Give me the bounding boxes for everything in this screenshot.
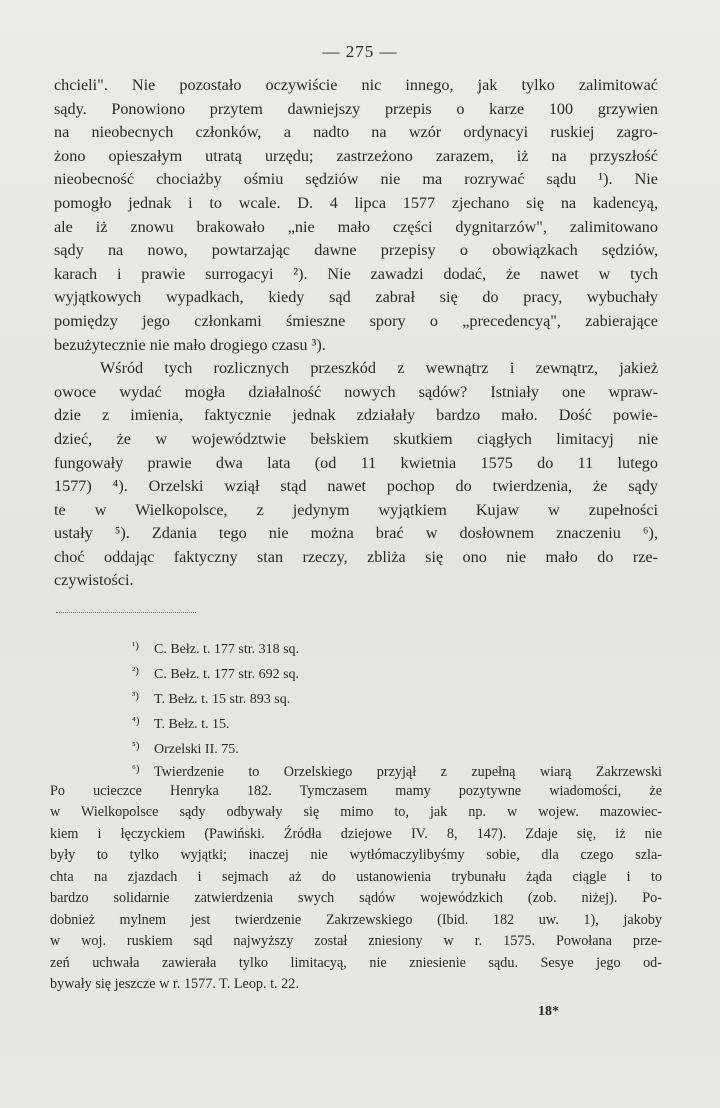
- footnote-mark: ⁴): [132, 715, 140, 727]
- body-line: te w Wielkopolsce, z jedynym wyjątkiem Kujaw w zupełności: [54, 500, 658, 519]
- footnote-text: T. Bełz. t. 15 str. 893 sq.: [154, 692, 291, 707]
- paragraph-start-line: Wśród tych rozlicznych przeszkód z wewnątrz i zewnątrz, jakież: [100, 359, 658, 378]
- body-line: pomiędzy jego członkami śmieszne spory o „precedencyą", zabierające: [54, 311, 658, 330]
- footnote-text: Twierdzenie to Orzelskiego przyjął z zupełną wiarą Zakrzewski: [154, 764, 662, 780]
- body-line: dzieć, że w województwie bełskiem skutkiem ciągłych limitacyj nie: [54, 429, 658, 448]
- footnote-item: [50, 634, 662, 659]
- footnote-6-line: bywały się jeszcze w r. 1577. T. Leop. t. 22.: [50, 976, 299, 992]
- footnote-mark: ²): [132, 665, 139, 677]
- body-line: ustały ⁵). Zdania tego nie można brać w dosłownem znaczeniu ⁶),: [54, 524, 658, 543]
- footnote-item: [50, 709, 662, 734]
- footnote-text: T. Bełz. t. 15.: [154, 717, 230, 732]
- footnote-separator: [56, 612, 196, 613]
- footnote-6-line: w woj. ruskiem sąd najwyższy został zniesiony w r. 1575. Powołana prze-: [50, 933, 662, 949]
- footnote-6-line: były to tylko wyjątki; inaczej nie wytłómaczylibyśmy sobie, dla czego szla-: [50, 847, 662, 863]
- footnote-item: [50, 659, 662, 684]
- body-line: na nieobecnych członków, a nadto na wzór ordynacyi ruskiej zagro-: [54, 123, 658, 142]
- body-line: dzie z imienia, faktycznie jednak zdziałały bardzo mało. Dość powie-: [54, 406, 658, 425]
- footnote-text: C. Bełz. t. 177 str. 692 sq.: [154, 667, 300, 682]
- footnote-mark: ¹): [132, 640, 139, 652]
- footnote-6-line: w Wielkopolsce sądy odbywały się mimo to, jak np. w wojew. mazowiec-: [50, 804, 662, 820]
- body-line: ale iż znowu brakowało „nie mało części dygnitarzów", zalimitowano: [54, 217, 658, 236]
- page-number: — 275 —: [322, 42, 398, 61]
- body-line: 1577) ⁴). Orzelski wziął stąd nawet pochop do twierdzenia, że sądy: [54, 477, 658, 496]
- footnote-item: [50, 684, 662, 709]
- body-line: owoce wydać mogła działalność nowych sądów? Istniały one wpraw-: [54, 382, 658, 401]
- footnote-mark: ⁶): [132, 763, 140, 775]
- body-line: karach i prawie surrogacyi ²). Nie zawadzi dodać, że nawet w tych: [54, 264, 658, 283]
- signature-mark: 18*: [538, 1004, 559, 1019]
- footnote-6-line: zeń uchwała zawierała tylko limitacyą, nie zniesienie sądu. Sesye jego od-: [50, 954, 662, 971]
- body-line: chcieli". Nie pozostało oczywiście nic innego, jak tylko zalimitować: [54, 76, 658, 94]
- body-line: sądy na nowo, powtarzając dawne przepisy o obowiązkach sędziów,: [54, 241, 658, 260]
- footnote-text: Orzelski II. 75.: [154, 742, 239, 757]
- body-line: choć oddając faktyczny stan rzeczy, zbliża się ono nie mało do rze-: [54, 547, 658, 566]
- body-line: wyjątkowych wypadkach, kiedy sąd zabrał się do pracy, wybuchały: [54, 288, 658, 307]
- body-line: bezużytecznie nie mało drogiego czasu ³).: [54, 335, 326, 354]
- footnote-6-line: bardzo solidarnie zatwierdzenia swych sądów wojewódzkich (zob. niżej). Po-: [50, 890, 662, 906]
- footnote-text: C. Bełz. t. 177 str. 318 sq.: [154, 642, 300, 657]
- body-line: żono opieszałym utratą urzędu; zastrzeżono zarazem, iż na przyszłość: [54, 146, 658, 165]
- footnote-mark: ³): [132, 690, 139, 702]
- body-line: fungowały prawie dwa lata (od 11 kwietnia 1575 do 11 lutego: [54, 453, 658, 472]
- body-line: sądy. Ponowiono przytem dawniejszy przepis o karze 100 grzywien: [54, 99, 658, 118]
- footnote-6-line: chta na zjazdach i sejmach aż do ustanowienia trybunału żąda ciągle i to: [50, 868, 662, 885]
- body-line: czywistości.: [54, 571, 134, 590]
- body-text: [54, 74, 658, 593]
- body-line: nieobecność chociażby ośmiu sędziów nie ma rozrywać sądu ¹). Nie: [54, 170, 658, 189]
- footnote-6-line: dobnież mylnem jest twierdzenie Zakrzewskiego (Ibid. 182 uw. 1), jakoby: [50, 911, 662, 928]
- body-line: pomogło jednak i to wcale. D. 4 lipca 1577 zjechano się na kadencyą,: [54, 193, 658, 212]
- footnote-6-line: [50, 759, 662, 781]
- footnote-item: [50, 734, 662, 759]
- footnotes: [50, 634, 662, 996]
- footnote-mark: ⁵): [132, 740, 140, 752]
- footnote-6-line: Po ucieczce Henryka 182. Tymczasem mamy pozytywne wiadomości, że: [50, 782, 662, 799]
- footnote-6-line: kiem i łęczyckiem (Pawiński. Źródła dziejowe IV. 8, 147). Zdaje się, iż nie: [50, 825, 662, 842]
